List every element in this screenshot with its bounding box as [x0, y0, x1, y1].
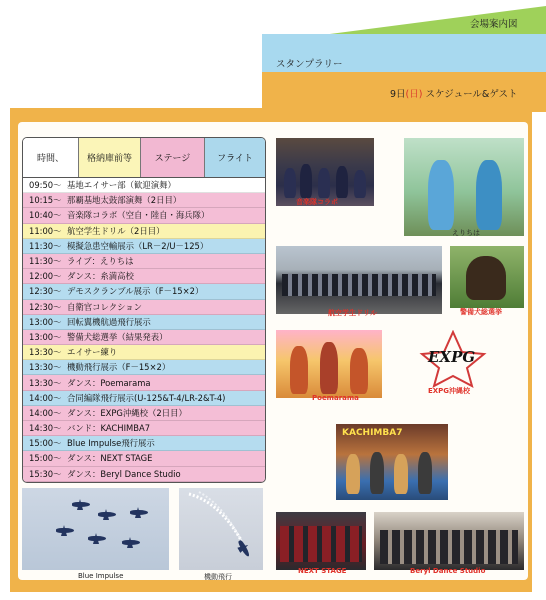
schedule-event: 音楽隊コラボ（空自・陸自・海兵隊）	[67, 210, 210, 221]
venue-map-tab-label[interactable]: 会場案内図	[470, 19, 518, 30]
schedule-time: 13:30～	[29, 347, 62, 358]
header-hangar: 格納庫前等	[79, 138, 141, 177]
maneuver-flight-photo	[179, 488, 263, 570]
stamp-rally-tab-label[interactable]: スタンプラリー	[276, 59, 343, 70]
schedule-event: ダンス：Poemarama	[67, 377, 151, 388]
guard-dog-photo	[450, 246, 524, 308]
schedule-row	[23, 330, 265, 345]
smoke-trail-icon	[179, 488, 263, 570]
schedule-row	[23, 208, 265, 223]
schedule-time: 09:50～	[29, 180, 62, 191]
schedule-time: 12:00～	[29, 271, 62, 282]
schedule-event: 自衛官コレクション	[67, 301, 143, 312]
expg-logo-text: EXPG	[428, 348, 476, 366]
schedule-time: 14:00～	[29, 407, 62, 418]
schedule-time: 10:40～	[29, 210, 62, 221]
schedule-event: 基地エイサー部（歓迎演舞）	[67, 180, 176, 191]
schedule-event: 警備犬総選挙（結果発表）	[67, 331, 168, 342]
schedule-table	[22, 137, 266, 483]
schedule-time: 11:00～	[29, 225, 62, 236]
poemarama-photo	[276, 330, 382, 398]
schedule-rows	[23, 178, 265, 482]
schedule-row	[23, 300, 265, 315]
schedule-time: 12:30～	[29, 286, 62, 297]
beryl-dance-photo	[374, 512, 524, 570]
schedule-event: ダンス：NEXT STAGE	[67, 453, 153, 464]
schedule-event: ライブ：えりちは	[67, 256, 134, 267]
next-stage-photo	[276, 512, 366, 570]
schedule-row	[23, 360, 265, 375]
schedule-tab-day: (日)	[405, 89, 423, 100]
schedule-time: 13:30～	[29, 362, 62, 373]
schedule-time: 13:00～	[29, 331, 62, 342]
schedule-row	[23, 178, 265, 193]
schedule-time: 14:30～	[29, 423, 62, 434]
schedule-time: 15:30～	[29, 468, 62, 479]
schedule-event: エイサー練り	[67, 347, 118, 358]
schedule-time: 14:00～	[29, 392, 62, 403]
schedule-event: 那覇基地太鼓部演舞（2日目）	[67, 195, 182, 206]
schedule-event: Blue Impulse飛行展示	[67, 438, 155, 449]
schedule-time: 10:15～	[29, 195, 62, 206]
schedule-row	[23, 224, 265, 239]
kachimba7-photo	[336, 424, 448, 500]
poemarama-caption: Poemarama	[312, 394, 359, 402]
blue-impulse-caption: Blue Impulse	[78, 572, 124, 580]
schedule-row	[23, 284, 265, 299]
schedule-row	[23, 269, 265, 284]
band-collab-photo	[276, 138, 374, 206]
schedule-tab-date: 9日	[390, 89, 406, 100]
schedule-event: 機動飛行展示（F－15×2）	[67, 362, 171, 373]
schedule-row	[23, 254, 265, 269]
schedule-event: 模擬急患空輸展示（LR－2/U－125）	[67, 240, 209, 251]
expg-caption: EXPG沖縄校	[428, 387, 471, 395]
beryl-dance-caption: Beryl Dance Studio	[410, 567, 486, 575]
header-flight: フライト	[205, 138, 265, 177]
header-stage: ステージ	[141, 138, 205, 177]
blue-impulse-photo	[22, 488, 169, 570]
schedule-row	[23, 451, 265, 466]
cadet-drill-caption: 航空学生ドリル	[328, 309, 377, 317]
schedule-header-row	[23, 138, 265, 178]
schedule-row	[23, 345, 265, 360]
schedule-event: ダンス：Beryl Dance Studio	[67, 468, 181, 479]
schedule-row	[23, 193, 265, 208]
erichiha-caption: えりちは	[452, 229, 480, 237]
next-stage-caption: NEXT STAGE	[298, 567, 347, 575]
schedule-event: ダンス：EXPG沖縄校（2日目）	[67, 407, 187, 418]
schedule-time: 11:30～	[29, 256, 62, 267]
cadet-drill-photo	[276, 246, 442, 314]
schedule-event: デモスクランブル展示（F－15×2）	[67, 286, 204, 297]
header-time: 時間、	[23, 138, 79, 177]
schedule-row	[23, 467, 265, 482]
schedule-time: 15:00～	[29, 453, 62, 464]
schedule-event: 合同編隊飛行展示(U-125&T-4/LR-2&T-4)	[67, 392, 226, 403]
schedule-event: バンド：KACHIMBA7	[67, 423, 151, 434]
schedule-tab-label[interactable]	[390, 86, 517, 100]
expg-logo	[412, 330, 494, 388]
schedule-row	[23, 391, 265, 406]
band-collab-caption: 音楽隊コラボ	[296, 198, 338, 206]
schedule-event: 航空学生ドリル（2日目）	[67, 225, 165, 236]
kachimba7-logo-text: KACHIMBA7	[342, 428, 403, 438]
schedule-row	[23, 315, 265, 330]
schedule-row	[23, 239, 265, 254]
guard-dog-caption: 警備犬総選挙	[460, 308, 502, 316]
erichiha-photo	[404, 138, 524, 236]
schedule-time: 13:30～	[29, 377, 62, 388]
schedule-tab-title: スケジュール&ゲスト	[422, 89, 518, 100]
schedule-row	[23, 375, 265, 390]
schedule-row	[23, 421, 265, 436]
schedule-event: ダンス：糸満高校	[67, 271, 134, 282]
schedule-event: 回転翼機航過飛行展示	[67, 316, 151, 327]
schedule-row	[23, 436, 265, 451]
schedule-row	[23, 406, 265, 421]
schedule-time: 15:00～	[29, 438, 62, 449]
schedule-time: 13:00～	[29, 316, 62, 327]
schedule-time: 12:30～	[29, 301, 62, 312]
maneuver-flight-caption: 機動飛行	[204, 573, 232, 581]
schedule-time: 11:30～	[29, 240, 62, 251]
